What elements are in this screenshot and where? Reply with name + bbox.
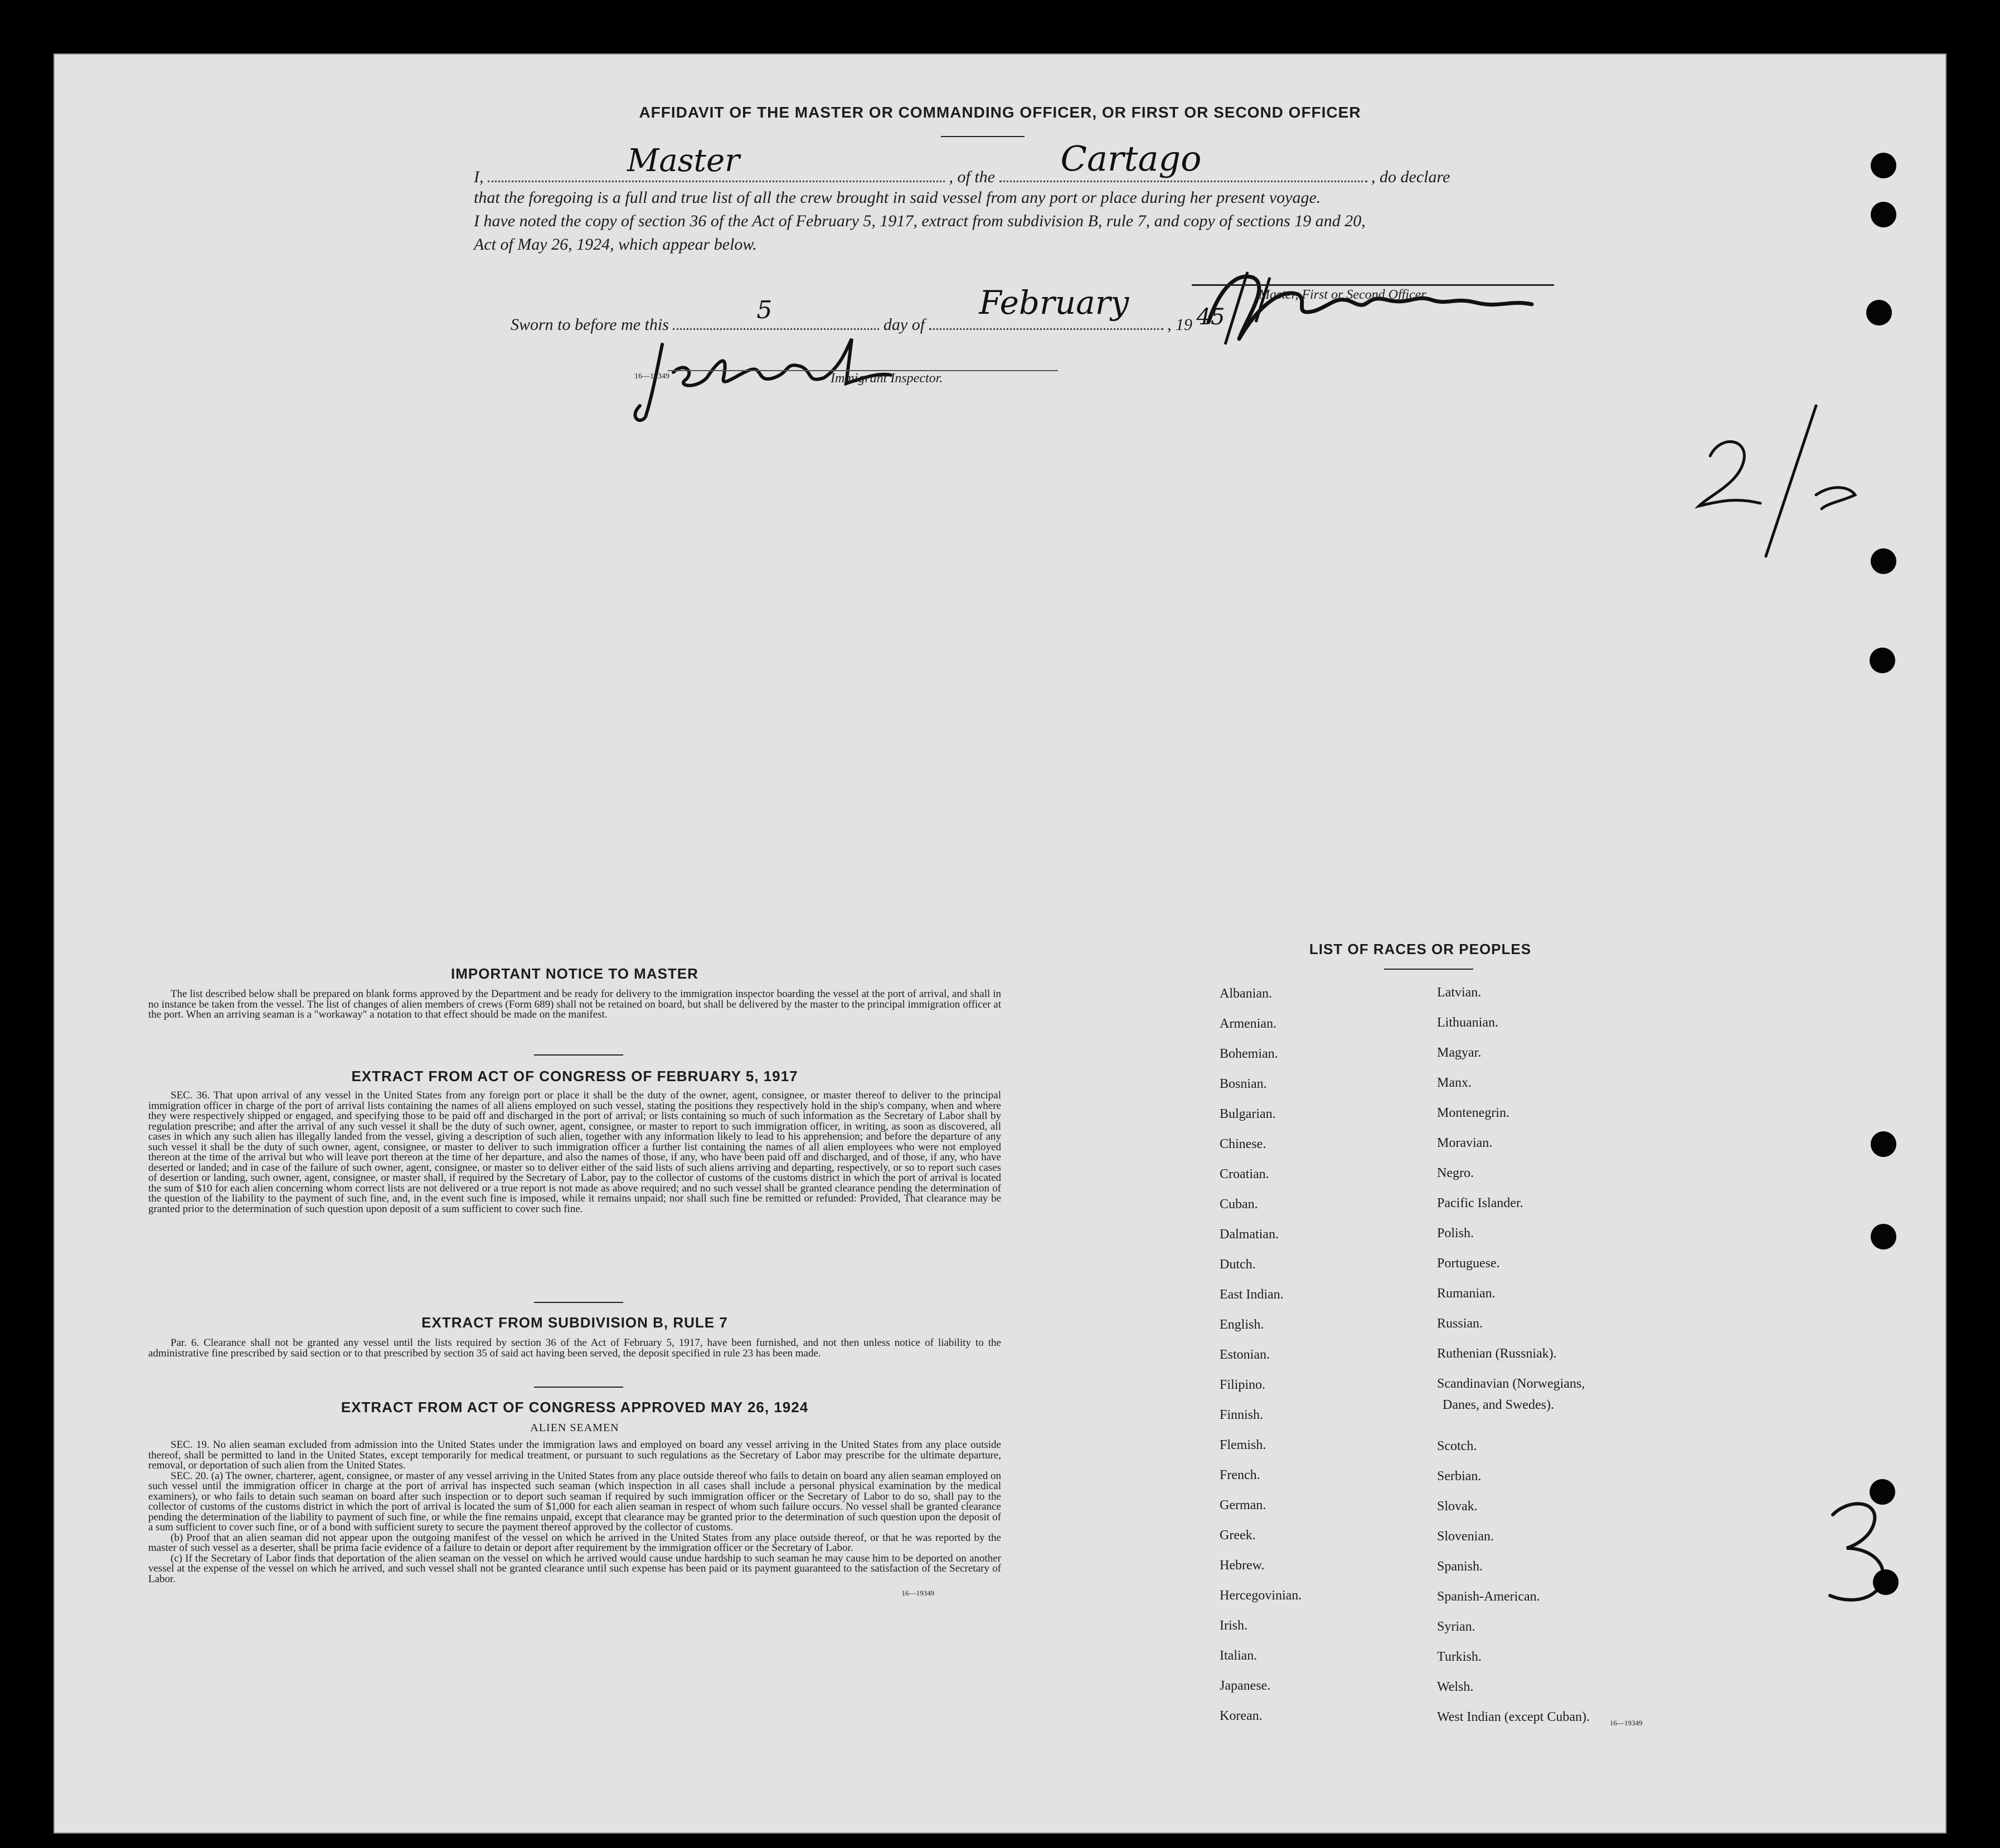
extract-1917-section xyxy=(148,1068,1001,1214)
declaration-text-1: that the foregoing is a full and true list of all the crew brought in said vessel from any port or place during her present voyage. xyxy=(474,188,1321,207)
punch-hole xyxy=(1870,648,1895,673)
officer-signature-line xyxy=(1192,284,1554,286)
vessel-value: Cartago xyxy=(1060,138,1202,179)
extract-1924-title: EXTRACT FROM ACT OF CONGRESS APPROVED MAY 26, 1924 xyxy=(341,1399,809,1416)
rule7-divider xyxy=(534,1387,623,1388)
punch-hole xyxy=(1866,300,1892,325)
race-item: Slovenian. xyxy=(1437,1529,1494,1544)
race-item: Estonian. xyxy=(1220,1348,1270,1362)
inspector-caption: Immigrant Inspector. xyxy=(831,371,943,386)
race-item: Armenian. xyxy=(1220,1017,1276,1031)
race-item: Hebrew. xyxy=(1220,1558,1265,1573)
rule7-body: Par. 6. Clearance shall not be granted any vessel until the lists required by section 36 of the Act of February 5, 1917, have been furnished, and not then unless notice of liability to the administrative fine prescribed by said section or to that prescribed by section 35 of said act having been served, the deposit specified in rule 23 has been made. xyxy=(148,1337,1001,1359)
race-item: East Indian. xyxy=(1220,1287,1284,1302)
race-item: Negro. xyxy=(1437,1166,1474,1180)
race-item: Serbian. xyxy=(1437,1469,1482,1484)
extract-1924-section xyxy=(148,1399,1001,1598)
race-item: Bosnian. xyxy=(1220,1077,1267,1091)
master-value: Master xyxy=(627,143,740,179)
race-item: Albanian. xyxy=(1220,986,1272,1001)
race-item: Greek. xyxy=(1220,1528,1256,1543)
title-divider xyxy=(941,136,1025,137)
race-item: Bulgarian. xyxy=(1220,1107,1276,1121)
race-item: Rumanian. xyxy=(1437,1286,1496,1301)
extract-1917-title: EXTRACT FROM ACT OF CONGRESS OF FEBRUARY 5, 1917 xyxy=(351,1068,798,1085)
notice-title: IMPORTANT NOTICE TO MASTER xyxy=(451,965,698,982)
race-item: Chinese. xyxy=(1220,1137,1266,1151)
race-item: Danes, and Swedes). xyxy=(1443,1398,1554,1412)
punch-hole xyxy=(1871,548,1896,574)
race-item: Italian. xyxy=(1220,1648,1258,1663)
race-item: Russian. xyxy=(1437,1316,1483,1331)
sec-20b-text: (b) Proof that an alien seaman did not appear upon the outgoing manifest of the vessel on which he arrived in the United States from any place outside thereof, or that he was reported by the master of such vessel as a deserter, shall be prima facie evidence of a failure to detain or deport after requirement by the immigration officer or the Secretary of Labor. xyxy=(148,1531,1001,1554)
race-item: Syrian. xyxy=(1437,1620,1475,1634)
race-item: Irish. xyxy=(1220,1618,1247,1633)
race-item: Moravian. xyxy=(1437,1136,1493,1150)
race-item: Turkish. xyxy=(1437,1650,1482,1664)
i-label: I, xyxy=(474,168,484,186)
punch-hole xyxy=(1871,202,1896,227)
race-item: Slovak. xyxy=(1437,1499,1478,1514)
of-the-label: , of the xyxy=(949,168,995,186)
race-item: Montenegrin. xyxy=(1437,1106,1509,1120)
race-item: Portuguese. xyxy=(1437,1256,1500,1271)
punch-hole xyxy=(1871,153,1896,178)
punch-hole xyxy=(1873,1569,1899,1595)
races-divider xyxy=(1384,969,1473,970)
rule7-title: EXTRACT FROM SUBDIVISION B, RULE 7 xyxy=(421,1314,728,1331)
race-item: Manx. xyxy=(1437,1076,1472,1090)
race-item: Croatian. xyxy=(1220,1167,1269,1181)
sec-20a-text: SEC. 20. (a) The owner, charterer, agent, consignee, or master of any vessel arriving in the United States from any place outside thereof who fails to detain on board any alien seaman employed on such vessel until the immigration officer in charge at the port of arrival has inspected such seaman (which inspection in all cases shall include a personal physical examination by the medical examiners), or who fails to detain such seaman on board after such inspection or to deport such seaman if required by such immigration officer or the Secretary of Labor to do so, shall pay to the collector of customs of the customs district in which the port of arrival is located the sum of $1,000 for each alien seaman in respect of whom such failure occurs. No vessel shall be granted clearance pending the determination of the liability to payment of such fine, or while the fine remains unpaid, except that clearance may be granted prior to the determination of such question upon the deposit of a sum sufficient to cover such fine, or of a bond with sufficient surety to secure the payment thereof approved by the collector of customs. xyxy=(148,1470,1001,1533)
document-page xyxy=(54,54,1946,1834)
race-item: Pacific Islander. xyxy=(1437,1196,1523,1210)
race-item: Scotch. xyxy=(1437,1439,1477,1453)
punch-hole xyxy=(1871,1131,1896,1157)
year-prefix: , 19 xyxy=(1167,315,1193,334)
race-item: Welsh. xyxy=(1437,1680,1474,1694)
race-item: Latvian. xyxy=(1437,985,1482,1000)
master-field[interactable] xyxy=(488,143,945,182)
vessel-field[interactable] xyxy=(999,138,1367,182)
race-item: Filipino. xyxy=(1220,1378,1266,1392)
race-item: Lithuanian. xyxy=(1437,1015,1498,1030)
notice-section xyxy=(148,965,1001,1020)
race-item: Spanish. xyxy=(1437,1559,1483,1574)
race-item: Polish. xyxy=(1437,1226,1474,1241)
officer-caption: Master, First or Second Officer. xyxy=(1259,288,1428,302)
extract-1917-divider xyxy=(534,1302,623,1303)
race-item: Ruthenian (Russniak). xyxy=(1437,1346,1557,1361)
declaration-text-3: Act of May 26, 1924, which appear below. xyxy=(474,235,757,254)
races-form-number: 16—19349 xyxy=(1610,1719,1643,1727)
race-item: French. xyxy=(1220,1468,1260,1482)
sec-19-text: SEC. 19. No alien seaman excluded from admission into the United States under the immigration laws and employed on board any vessel arriving in the United States from any place outside thereof, shall be permitted to land in the United States, except temporarily for medical treatment, or pursuant to such regulations as the Secretary of Labor may prescribe for the ultimate departure, removal, or deportation of such alien from the United States. xyxy=(148,1439,1001,1471)
race-item: Finnish. xyxy=(1220,1408,1264,1422)
affidavit-title: AFFIDAVIT OF THE MASTER OR COMMANDING OFFICER, OR FIRST OR SECOND OFFICER xyxy=(639,104,1361,121)
race-item: Dalmatian. xyxy=(1220,1227,1279,1242)
year-value[interactable]: 45 xyxy=(1196,304,1225,330)
inspector-form-number: 16—19349 xyxy=(634,372,669,381)
notice-body: The list described below shall be prepared on blank forms approved by the Department and be ready for delivery to the immigration inspector boarding the vessel at the port of arrival, and shall in no instance be taken from the vessel. The list of changes of alien members of crews (Form 689) shall not be retained on board, but shall be delivered by the master to the principal immigration officer at the port. When an arriving seaman is a "workaway" a notation to that effect should be made on the manifest. xyxy=(148,988,1001,1020)
race-item: Hercegovinian. xyxy=(1220,1588,1302,1603)
day-of-label: day of xyxy=(883,315,925,334)
race-item: Spanish-American. xyxy=(1437,1589,1540,1604)
race-item: Dutch. xyxy=(1220,1257,1256,1272)
race-item: Cuban. xyxy=(1220,1197,1258,1212)
extract-1924-subtitle: ALIEN SEAMEN xyxy=(530,1422,619,1434)
declare-label: , do declare xyxy=(1371,168,1450,186)
extract-1917-body: SEC. 36. That upon arrival of any vessel in the United States from any foreign port or place it shall be the duty of the owner, agent, consignee, or master thereof to deliver to the principal immigration officer in charge of the port of arrival lists containing the names of all aliens employed on such vessel, stating the positions they respectively hold in the ship's company, when and where they were respectively shipped or engaged, and specifying those to be paid off and discharged in the port of arrival; or lists containing so much of such information as the Secretary of Labor shall by regulation prescribe; and after the arrival of any such vessel it shall be the duty of such owner, agent, consignee, or master to report to such immigration officer, in writing, as soon as discovered, all cases in which any such alien has illegally landed from the vessel, giving a description of such alien, together with any information likely to lead to his apprehension; and before the departure of any such vessel it shall be the duty of such owner, agent, consignee, or master to deliver to such immigration officer a further list containing the names of all alien employees who were not employed thereon at the time of the arrival but who will leave port thereon at the time of her departure, and also the names of those, if any, who have been paid off and discharged, and of those, if any, who have deserted or landed; and in case of the failure of such owner, agent, consignee, or master so to deliver either of the said lists of such aliens arriving and departing, respectively, or so to report such cases of desertion or landing, such owner, agent, consignee, or master shall, if required by the Secretary of Labor, pay to the collector of customs of the customs district in which the port of arrival is located the sum of $10 for each alien concerning whom correct lists are not delivered or a true report is not made as above required; and no such vessel shall be granted clearance pending the determination of the question of the liability to the payment of such fine, and, in the event such fine is imposed, while it remains unpaid; nor shall such fine be remitted or refunded: Provided, That clearance may be granted prior to the determination of such question upon deposit of a sum sufficient to cover such fine. xyxy=(148,1090,1001,1215)
race-item: Magyar. xyxy=(1437,1045,1482,1060)
month-value: February xyxy=(979,284,1129,322)
notice-divider xyxy=(534,1054,623,1056)
sworn-label: Sworn to before me this xyxy=(511,315,669,334)
race-item: Bohemian. xyxy=(1220,1047,1278,1061)
sec-20c-text: (c) If the Secretary of Labor finds that deportation of the alien seaman on the vessel on which he arrived would cause undue hardship to such seaman he may cause him to be deported on another vessel at the expense of the vessel on which he arrived, and such vessel shall not be granted clearance until such expense has been paid or its payment guaranteed to the satisfaction of the Secretary of Labor. xyxy=(148,1552,1001,1585)
race-item: Scandinavian (Norwegians, xyxy=(1437,1377,1585,1391)
punch-hole xyxy=(1870,1479,1895,1505)
declaration-text-2: I have noted the copy of section 36 of the Act of February 5, 1917, extract from subdivision B, rule 7, and copy of sections 19 and 20, xyxy=(474,212,1366,230)
race-item: Flemish. xyxy=(1220,1438,1266,1452)
race-item: German. xyxy=(1220,1498,1266,1513)
day-value: 5 xyxy=(756,296,773,324)
races-title: LIST OF RACES OR PEOPLES xyxy=(1309,941,1532,957)
race-item: West Indian (except Cuban). xyxy=(1437,1710,1590,1724)
extract-1924-form-number: 16—19349 xyxy=(901,1589,934,1597)
fraction-annotation xyxy=(1688,389,1872,567)
race-item: English. xyxy=(1220,1317,1264,1332)
punch-hole xyxy=(1871,1224,1896,1249)
race-item: Japanese. xyxy=(1220,1679,1271,1693)
month-field[interactable] xyxy=(929,284,1163,330)
race-item: Korean. xyxy=(1220,1709,1263,1723)
rule7-section xyxy=(148,1314,1001,1359)
